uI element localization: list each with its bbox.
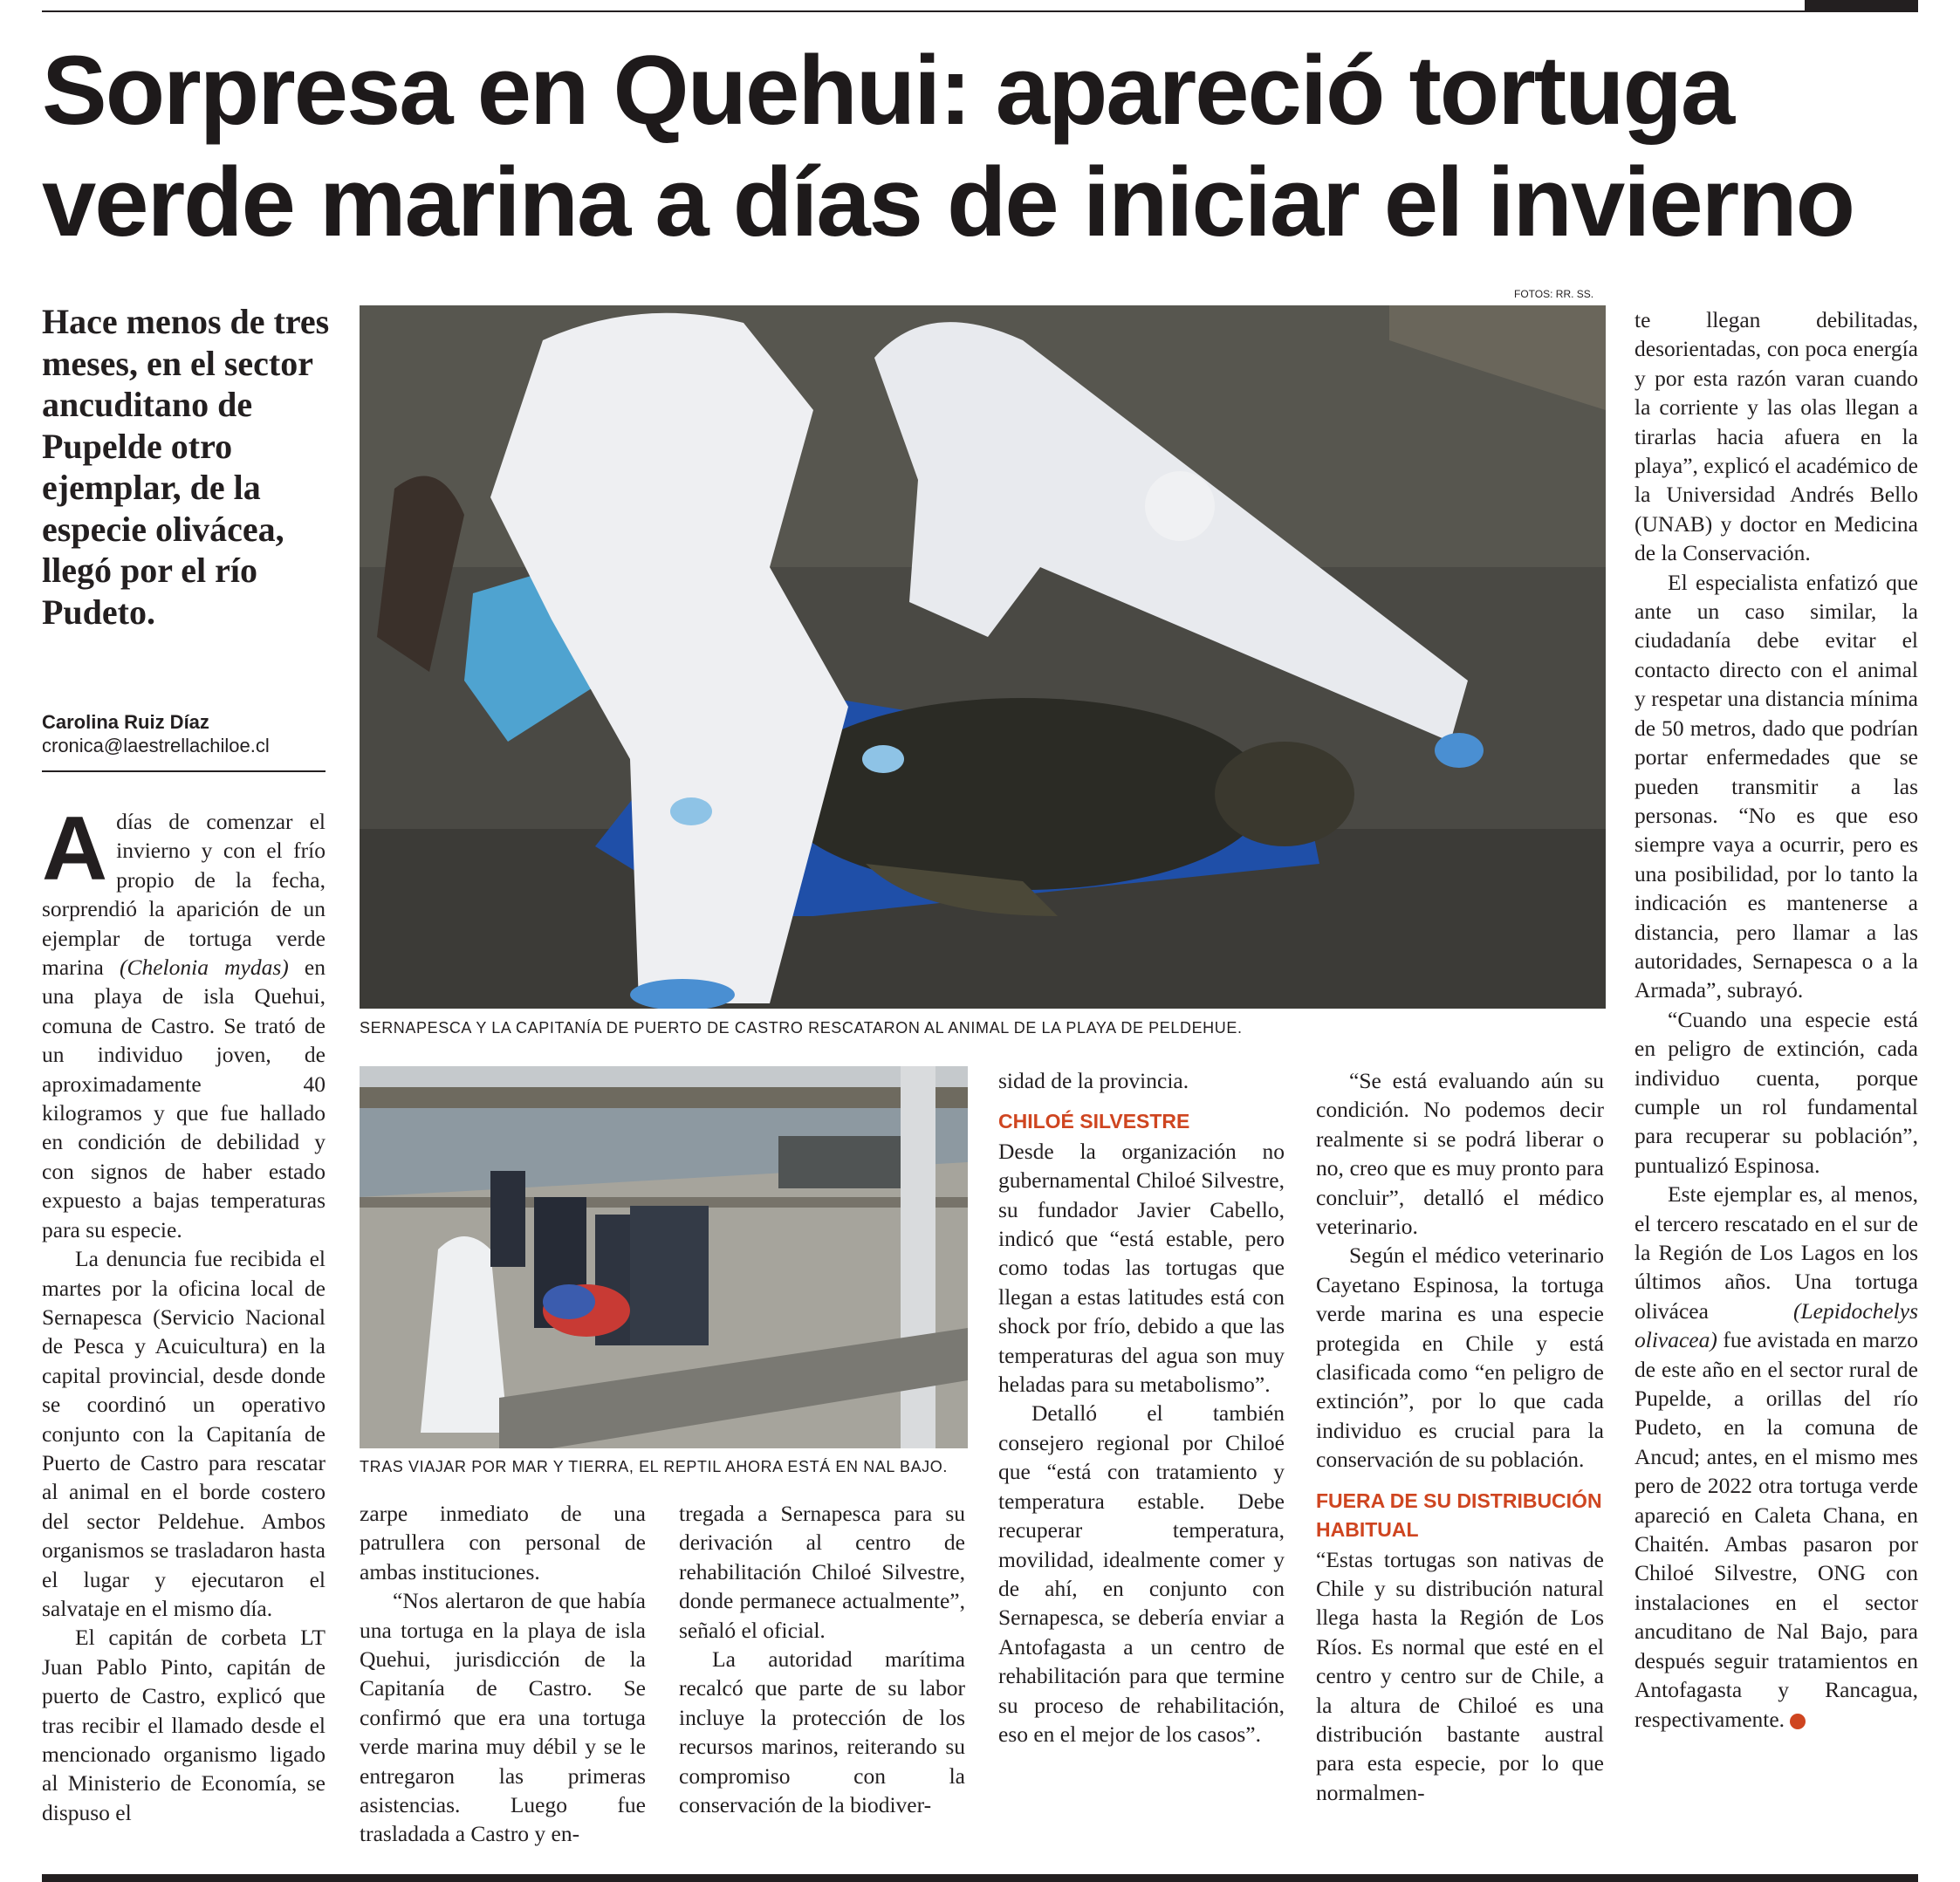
paragraph-final: Este ejemplar es, al menos, el tercero rescatado en el sur de la Región de Los Lagos en los últimos años. Una tortuga olivácea (Lepidochelys olivacea) fue avistada en marzo de este año en el sector rural de Pupelde, a orillas del río Pudeto, en la comuna de Ancud; antes, en el mismo mes pero de 2022 otra tortuga verde apareció en Caleta Chana, en Chaitén. Ambas pasaron por Chiloé Silvestre, ONG con instalaciones en el sector ancuditano de Nal Bajo, para después seguir tratamientos en Antofagasta y Rancagua, respectivamente. (1634, 1181, 1918, 1732)
subheading-distribucion: FUERA DE SU DISTRIBUCIÓN HABITUAL (1316, 1488, 1602, 1542)
lead-paragraph: Hace menos de tres meses, en el sector ancuditano de Pupelde otro ejemplar, de la especie olivácea, llegó por el río Pudeto. (42, 302, 330, 632)
paragraph: tregada a Sernapesca para su derivación al centro de rehabilitación Chiloé Silvestre, donde permanece actualmente”, señaló el oficial. (679, 1501, 965, 1643)
paragraph: “Estas tortugas son nativas de Chile y su distribución natural llega hasta la Región de Los Ríos. Es normal que esté en el centro y centro sur de Chile, a la altura de Chiloé es una distribución bastante austral para esta especie, por lo que normalmen- (1316, 1546, 1604, 1805)
paragraph: “Cuando una especie está en peligro de extinción, cada individuo cuenta, porque cumple un rol fundamental para recuperar su población”, puntualizó Espinosa. (1634, 1006, 1918, 1178)
main-photo (360, 305, 1606, 1009)
paragraph: Desde la organización no gubernamental Chiloé Silvestre, su fundador Javier Cabello, indicó que “está estable, pero como todas las tortugas que llegan a estas latitudes está con shock por frío, debido a que las temperaturas del agua son muy heladas para su metabolismo”. (998, 1138, 1285, 1398)
photo-credit: FOTOS: RR. SS. (1514, 288, 1594, 300)
byline-rule (42, 770, 326, 772)
paragraph: “Se está evaluando aún su condición. No podemos decir realmente si se podrá liberar o no, creo que es muy pronto para concluir”, detalló el médico veterinario. (1316, 1068, 1604, 1240)
headline-line-2: verde marina a días de iniciar el invierno (42, 147, 1854, 257)
subheading-chiloe-silvestre: CHILOÉ SILVESTRE (998, 1110, 1190, 1133)
corner-block (1805, 0, 1918, 12)
paragraph: sidad de la provincia. (998, 1068, 1189, 1093)
byline-email[interactable]: cronica@laestrellachiloe.cl (42, 735, 270, 756)
dropcap: A (42, 798, 108, 900)
paragraph: te llegan debilitadas, desorientadas, con poca energía y por esta razón varan cuando la corriente y las olas llegan a tirarlas hacia afuera en la playa”, explicó el académico de la Universidad Andrés Bello (UNAB) y doctor en Medicina de la Conservación. (1634, 307, 1918, 566)
second-photo-caption: TRAS VIAJAR POR MAR Y TIERRA, EL REPTIL AHORA ESTÁ EN NAL BAJO. (360, 1458, 948, 1475)
paragraph: “Nos alertaron de que había una tortuga en la playa de isla Quehui, jurisdicción de la Capitanía de Castro. Se confirmó que era una tortuga verde marina muy débil y se le entregaron las primeras asistencias. Luego fue trasladada a Castro y en- (360, 1588, 646, 1847)
paragraph: El especialista enfatizó que ante un caso similar, la ciudadanía debe evitar el contacto directo con el animal y respetar una distancia mínima de 50 metros, dado que podrían portar enfermedades que se pueden transmitir a las personas. “No es que eso siempre vaya a ocurrir, pero es una posibilidad, por lo tanto la indicación es mantenerse a distancia, pero llamar a las autoridades, Sernapesca o a la Armada”, subrayó. (1634, 569, 1918, 1003)
bottom-rule (42, 1874, 1918, 1882)
circle-end-icon (1790, 1714, 1806, 1729)
column-5 (1316, 1066, 1604, 1807)
species-name: (Lepidochelys olivacea) (1634, 1297, 1918, 1353)
top-rule (42, 10, 1805, 12)
headline-line-1: Sorpresa en Quehui: apareció tortuga (42, 36, 1734, 145)
second-photo (360, 1066, 968, 1448)
byline-author: Carolina Ruiz Díaz (42, 711, 209, 733)
column-2 (360, 1499, 646, 1849)
paragraph: El capitán de corbeta LT Juan Pablo Pinto, capitán de puerto de Castro, explicó que tras recibir el llamado desde el mencionado organismo ligado al Ministerio de Economía, se dispuso el (42, 1625, 326, 1825)
headline (42, 35, 1927, 258)
column-6 (1634, 305, 1918, 1734)
column-3 (679, 1499, 965, 1819)
paragraph: La denuncia fue recibida el martes por la oficina local de Sernapesca (Servicio Nacional de Pesca y Acuicultura) en la capital provincial, desde donde se coordinó un operativo conjunto con la Capitanía de Puerto de Castro para rescatar al animal en el borde costero del sector Peldehue. Ambos organismos se trasladaron hasta el lugar y ejecutaron el salvataje en el mismo día. (42, 1246, 326, 1621)
paragraph: Detalló el también consejero regional por Chiloé que “está con tratamiento y temperatura estable. Debe recuperar temperatura, movilidad, idealmente comer y de ahí, en conjunto con Sernapesca, se debería enviar a Antofagasta a un centro de rehabilitación para que termine su proceso de rehabilitación, eso en el mejor de los casos”. (998, 1400, 1285, 1747)
column-4 (998, 1066, 1285, 1749)
main-photo-caption: SERNAPESCA Y LA CAPITANÍA DE PUERTO DE CASTRO RESCATARON AL ANIMAL DE LA PLAYA DE PELDEHUE. (360, 1019, 1243, 1037)
paragraph: La autoridad marítima recalcó que parte de su labor incluye la protección de los recursos marinos, reiterando su compromiso con la conservación de la biodiver- (679, 1646, 965, 1818)
paragraph: Según el médico veterinario Cayetano Espinosa, la tortuga verde marina es una especie protegida en Chile y está clasificada como “en peligro de extinción”, por lo que cada individuo es crucial para la conservación de su población. (1316, 1242, 1604, 1473)
paragraph-intro: A días de comenzar el invierno y con el frío propio de la fecha, sorprendió la aparición de un ejemplar de tortuga verde marina (Chelonia mydas) en una playa de isla Quehui, comuna de Castro. Se trató de un individuo joven, de aproximadamente 40 kilogramos y que fue hallado en condición de debilidad y con signos de haber estado expuesto a bajas temperaturas para su especie. (42, 798, 326, 1242)
paragraph: zarpe inmediato de una patrullera con personal de ambas instituciones. (360, 1501, 646, 1584)
species-name: (Chelonia mydas) (119, 955, 289, 981)
column-1 (42, 798, 326, 1827)
